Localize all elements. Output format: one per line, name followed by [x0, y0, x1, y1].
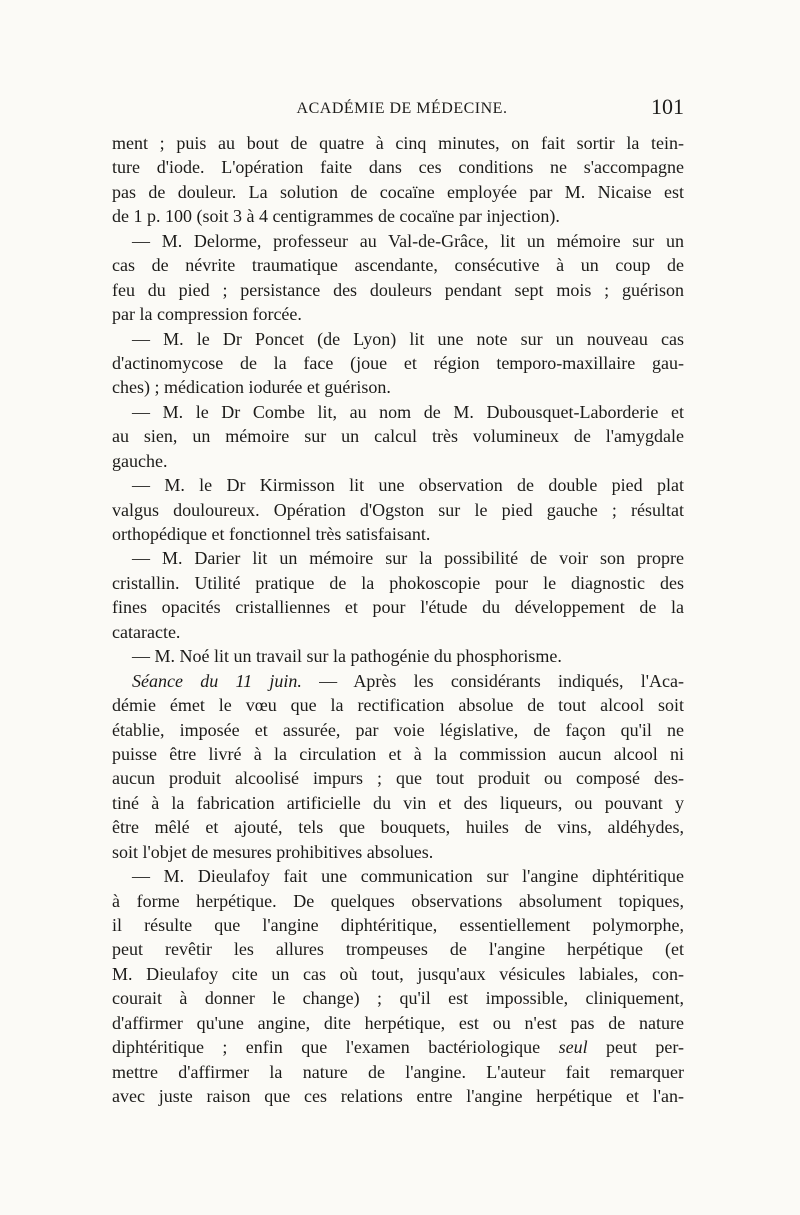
text-line: pas de douleur. La solution de cocaïne employée par M. Nicaise est [112, 181, 684, 202]
text-line: à forme herpétique. De quelques observations absolument topiques, [112, 890, 684, 911]
text-line: ches) ; médication iodurée et guérison. [112, 377, 391, 398]
emphasis-seul: seul [558, 1037, 588, 1058]
text-line: mettre d'affirmer la nature de l'angine. L'auteur fait remarquer [112, 1061, 684, 1082]
text-line: avec juste raison que ces relations entre l'angine herpétique et l'an- [112, 1086, 684, 1107]
text-line: d'affirmer qu'une angine, dite herpétique, est ou n'est pas de nature [112, 1012, 684, 1033]
text-line: de 1 p. 100 (soit 3 à 4 centigrammes de cocaïne par injection). [112, 206, 560, 227]
text-line: — M. Darier lit un mémoire sur la possibilité de voir son propre [132, 548, 684, 569]
text-line: gauche. [112, 450, 168, 471]
page-header [112, 94, 684, 128]
text-line [112, 1035, 684, 1059]
text-line: fines opacités cristalliennes et pour l'étude du développement de la [112, 597, 684, 618]
text-line: établie, imposée et assurée, par voie législative, de façon qu'il ne [112, 719, 684, 740]
text-line: par la compression forcée. [112, 304, 302, 325]
text-line: — M. le Dr Kirmisson lit une observation de double pied plat [132, 475, 684, 496]
text-line: valgus douloureux. Opération d'Ogston sur le pied gauche ; résultat [112, 499, 684, 520]
running-head: ACADÉMIE DE MÉDECINE. [296, 100, 508, 117]
text-line: au sien, un mémoire sur un calcul très volumineux de l'amygdale [112, 426, 684, 447]
text-line: tiné à la fabrication artificielle du vin et des liqueurs, ou pouvant y [112, 792, 684, 813]
text-line: M. Dieulafoy cite un cas où tout, jusqu'aux vésicules labiales, con- [112, 963, 684, 984]
text-span: — Après les considérants indiqués, l'Aca- [319, 670, 684, 691]
text-line: ment ; puis au bout de quatre à cinq minutes, on fait sortir la tein- [112, 133, 684, 153]
text-line: peut revêtir les allures trompeuses de l'angine herpétique (et [112, 939, 684, 960]
text-line: — M. le Dr Combe lit, au nom de M. Dubousquet-Laborderie et [132, 401, 684, 422]
text-line: d'actinomycose de la face (joue et région temporo-maxillaire gau- [112, 352, 684, 373]
text-line: — M. le Dr Poncet (de Lyon) lit une note sur un nouveau cas [132, 328, 684, 349]
body-text [112, 131, 684, 1109]
text-line: il résulte que l'angine diphtéritique, essentiellement polymorphe, [112, 915, 684, 935]
text-span: peut per- [606, 1037, 685, 1058]
text-line: aucun produit alcoolisé impurs ; que tout produit ou composé des- [112, 768, 684, 789]
text-line: être mêlé et ajouté, tels que bouquets, huiles de vins, aldéhydes, [112, 817, 684, 838]
text-line: feu du pied ; persistance des douleurs pendant sept mois ; guérison [112, 279, 684, 300]
text-line: ture d'iode. L'opération faite dans ces conditions ne s'accompagne [112, 157, 684, 178]
text-line: courait à donner le change) ; qu'il est impossible, cliniquement, [112, 988, 684, 1009]
text-line: démie émet le vœu que la rectification absolue de tout alcool soit [112, 695, 684, 716]
text-line: — M. Delorme, professeur au Val-de-Grâce, lit un mémoire sur un [132, 230, 684, 251]
text-span: diphtéritique ; enfin que l'examen bactériologique [112, 1037, 541, 1058]
text-line [112, 669, 684, 693]
page-number: 101 [651, 94, 684, 119]
text-line: cas de névrite traumatique ascendante, consécutive à un coup de [112, 255, 684, 276]
text-line: soit l'objet de mesures prohibitives absolues. [112, 841, 434, 862]
text-line: — M. Noé lit un travail sur la pathogénie du phosphorisme. [132, 646, 562, 667]
text-line: cristallin. Utilité pratique de la phokoscopie pour le diagnostic des [112, 572, 684, 593]
text-line: orthopédique et fonctionnel très satisfaisant. [112, 524, 431, 544]
seance-date: Séance du 11 juin. [132, 670, 302, 691]
text-line: — M. Dieulafoy fait une communication sur l'angine diphtéritique [132, 866, 684, 887]
text-line: puisse être livré à la circulation et à la commission aucun alcool ni [112, 743, 684, 764]
text-line: cataracte. [112, 621, 181, 642]
